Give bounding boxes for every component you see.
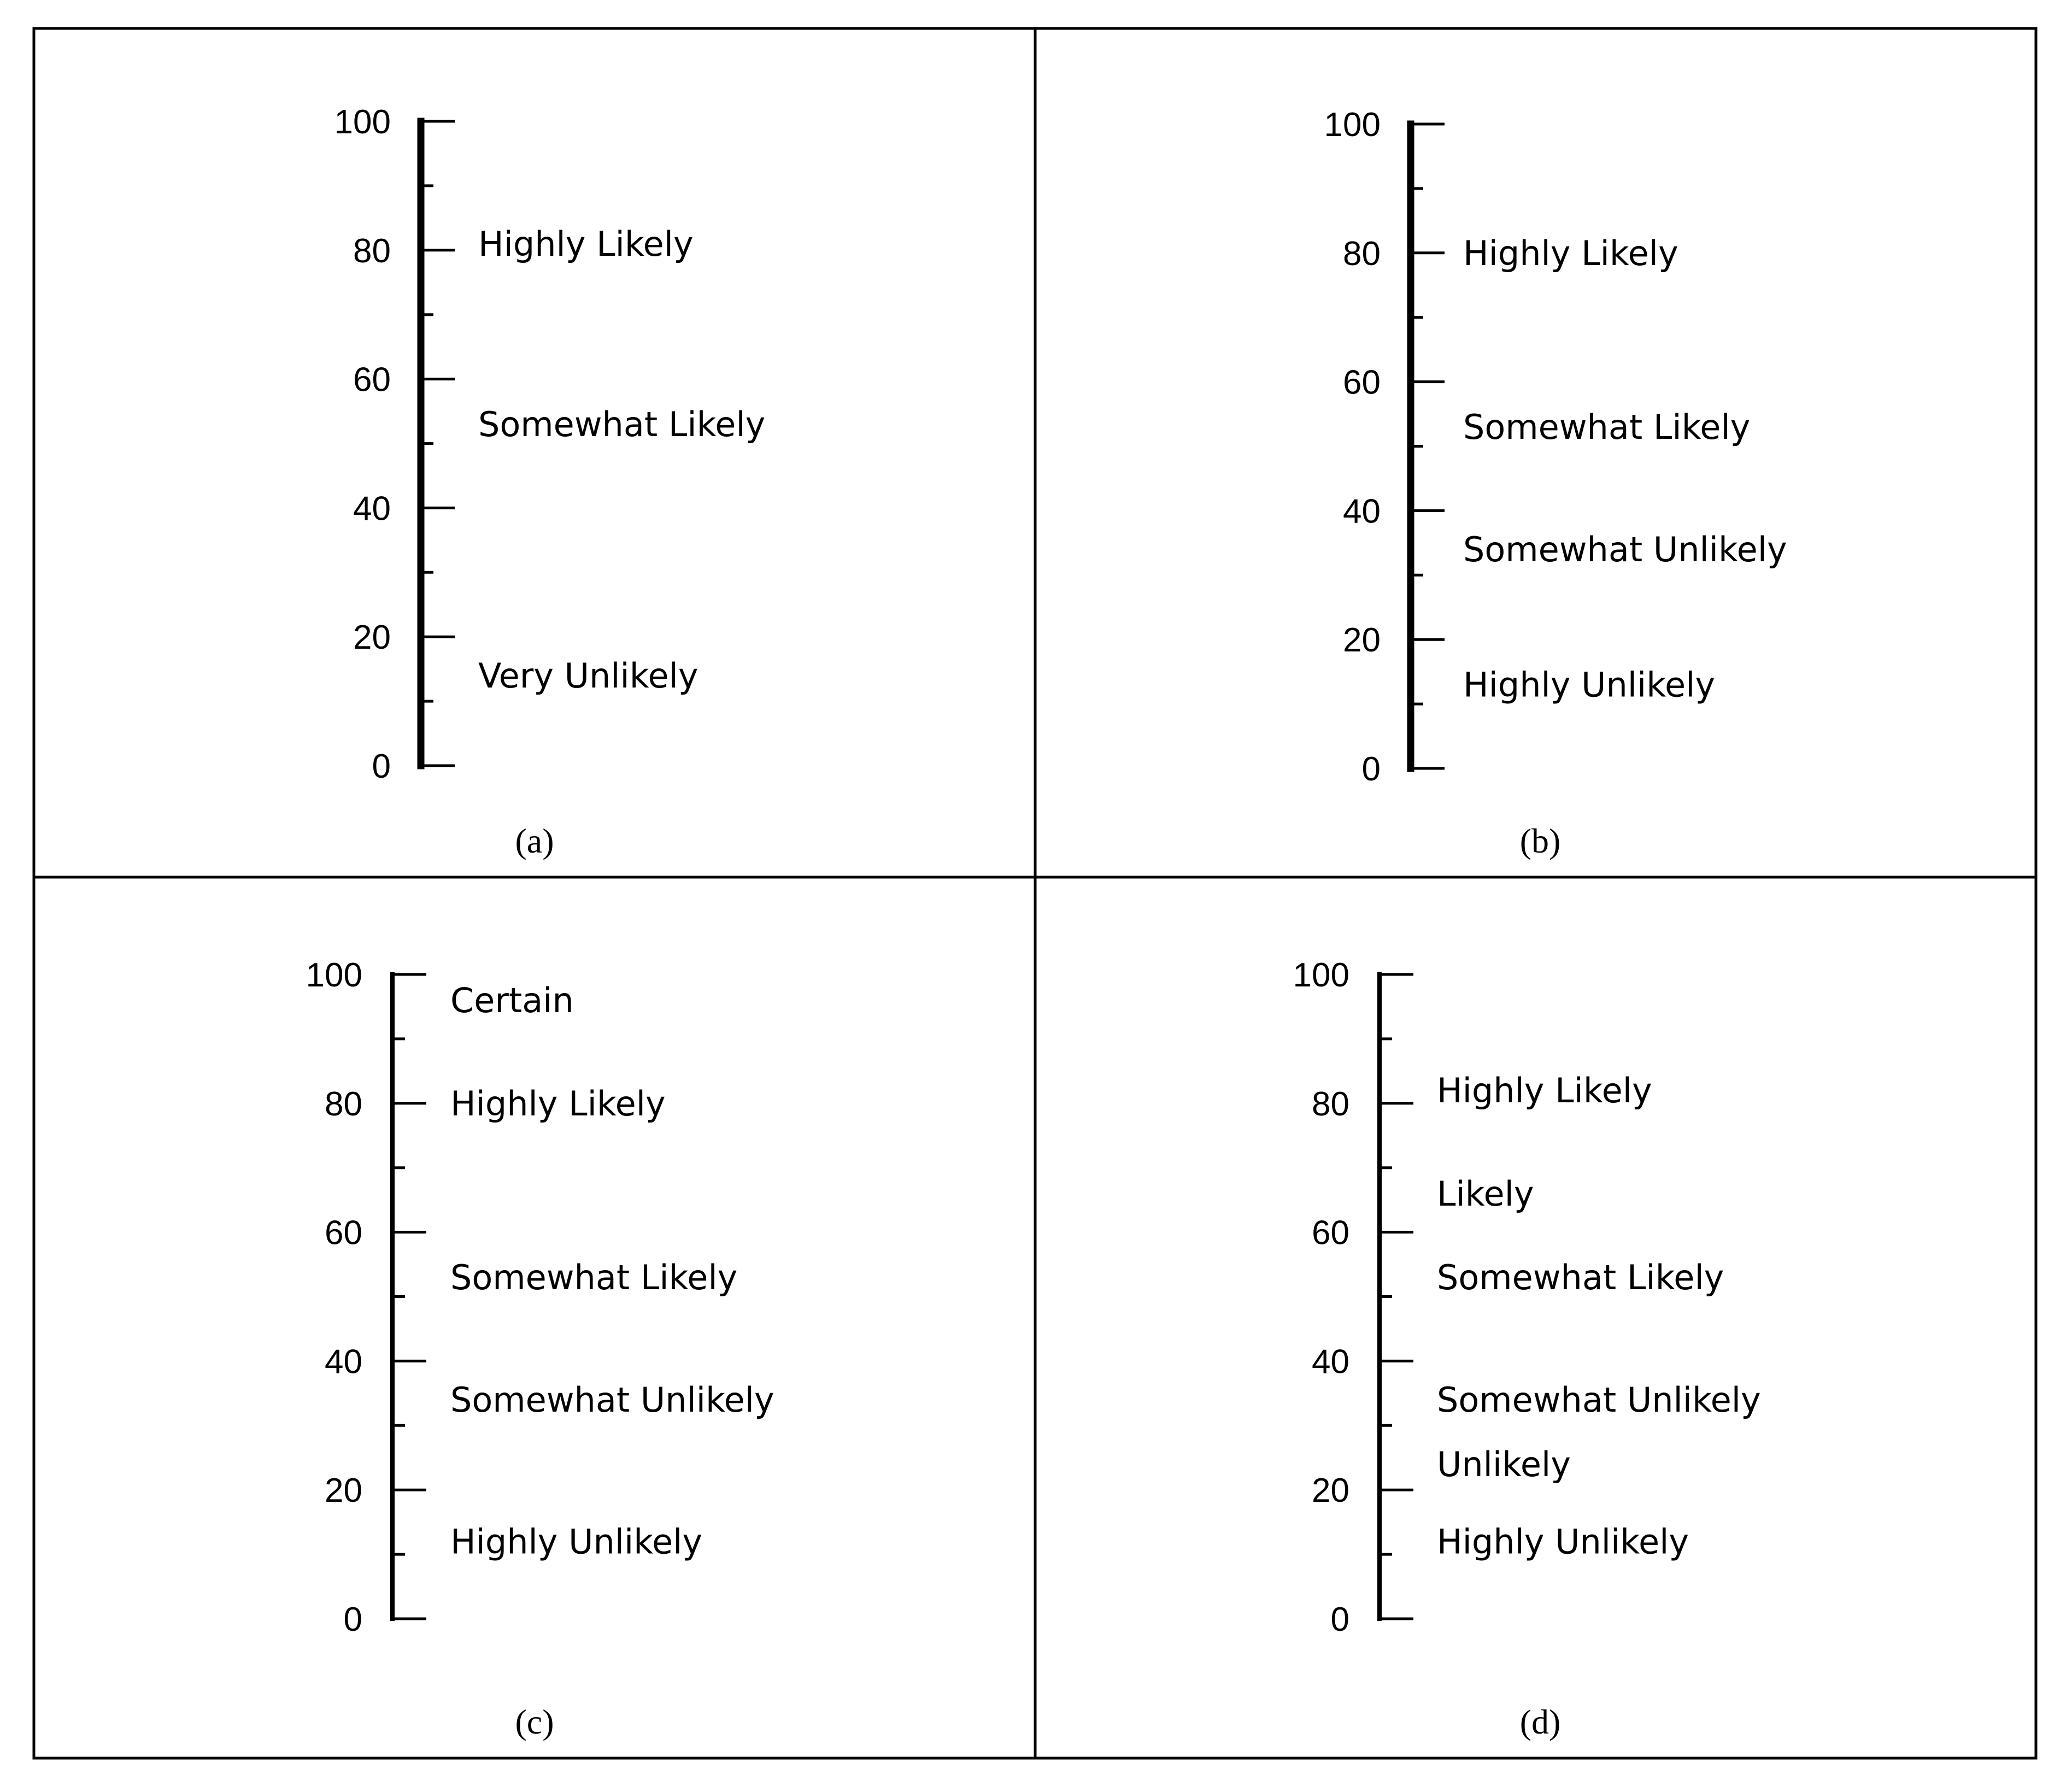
band-label: Highly Unlikely (450, 1521, 703, 1562)
band-label: Highly Likely (1463, 233, 1678, 273)
tick-label: 20 (1312, 1472, 1349, 1510)
tick-label: 80 (325, 1085, 362, 1123)
band-label: Somewhat Likely (450, 1258, 738, 1298)
tick-label: 100 (306, 956, 362, 994)
band-label: Somewhat Likely (1437, 1258, 1724, 1298)
tick-label: 0 (1361, 750, 1381, 788)
tick-label: 60 (325, 1214, 362, 1252)
panel-caption: (d) (1519, 1702, 1561, 1741)
band-label: Somewhat Likely (1463, 407, 1751, 448)
tick-label: 60 (353, 361, 391, 399)
tick-label: 40 (325, 1343, 362, 1381)
tick-label: 20 (353, 619, 391, 657)
tick-label: 0 (343, 1601, 362, 1638)
band-label: Somewhat Unlikely (450, 1380, 774, 1420)
panel-caption: (a) (515, 821, 554, 860)
tick-label: 100 (334, 103, 391, 141)
band-label: Very Unlikely (478, 655, 699, 696)
band-label: Highly Likely (478, 224, 694, 265)
tick-label: 80 (1343, 234, 1381, 273)
tick-label: 20 (1343, 621, 1381, 660)
band-label: Somewhat Unlikely (1437, 1380, 1761, 1420)
band-label: Highly Unlikely (1463, 665, 1716, 705)
tick-label: 100 (1293, 956, 1349, 994)
band-label: Unlikely (1437, 1444, 1571, 1485)
tick-label: 80 (353, 232, 391, 270)
tick-label: 20 (325, 1472, 362, 1510)
panel-caption: (c) (515, 1702, 554, 1741)
band-label: Likely (1437, 1173, 1534, 1214)
tick-label: 0 (1330, 1601, 1349, 1638)
band-label: Highly Likely (450, 1083, 666, 1124)
tick-label: 40 (1343, 492, 1381, 531)
tick-label: 80 (1312, 1085, 1349, 1123)
band-label: Somewhat Likely (478, 404, 766, 445)
tick-label: 40 (353, 490, 391, 528)
panel-caption: (b) (1519, 821, 1561, 860)
band-label: Certain (450, 980, 574, 1021)
band-label: Highly Likely (1437, 1071, 1652, 1111)
tick-label: 0 (372, 748, 391, 785)
band-label: Somewhat Unlikely (1463, 530, 1787, 570)
tick-label: 100 (1324, 106, 1381, 144)
tick-label: 60 (1343, 363, 1381, 402)
band-label: Highly Unlikely (1437, 1521, 1689, 1562)
tick-label: 60 (1312, 1214, 1349, 1252)
tick-label: 40 (1312, 1343, 1349, 1381)
